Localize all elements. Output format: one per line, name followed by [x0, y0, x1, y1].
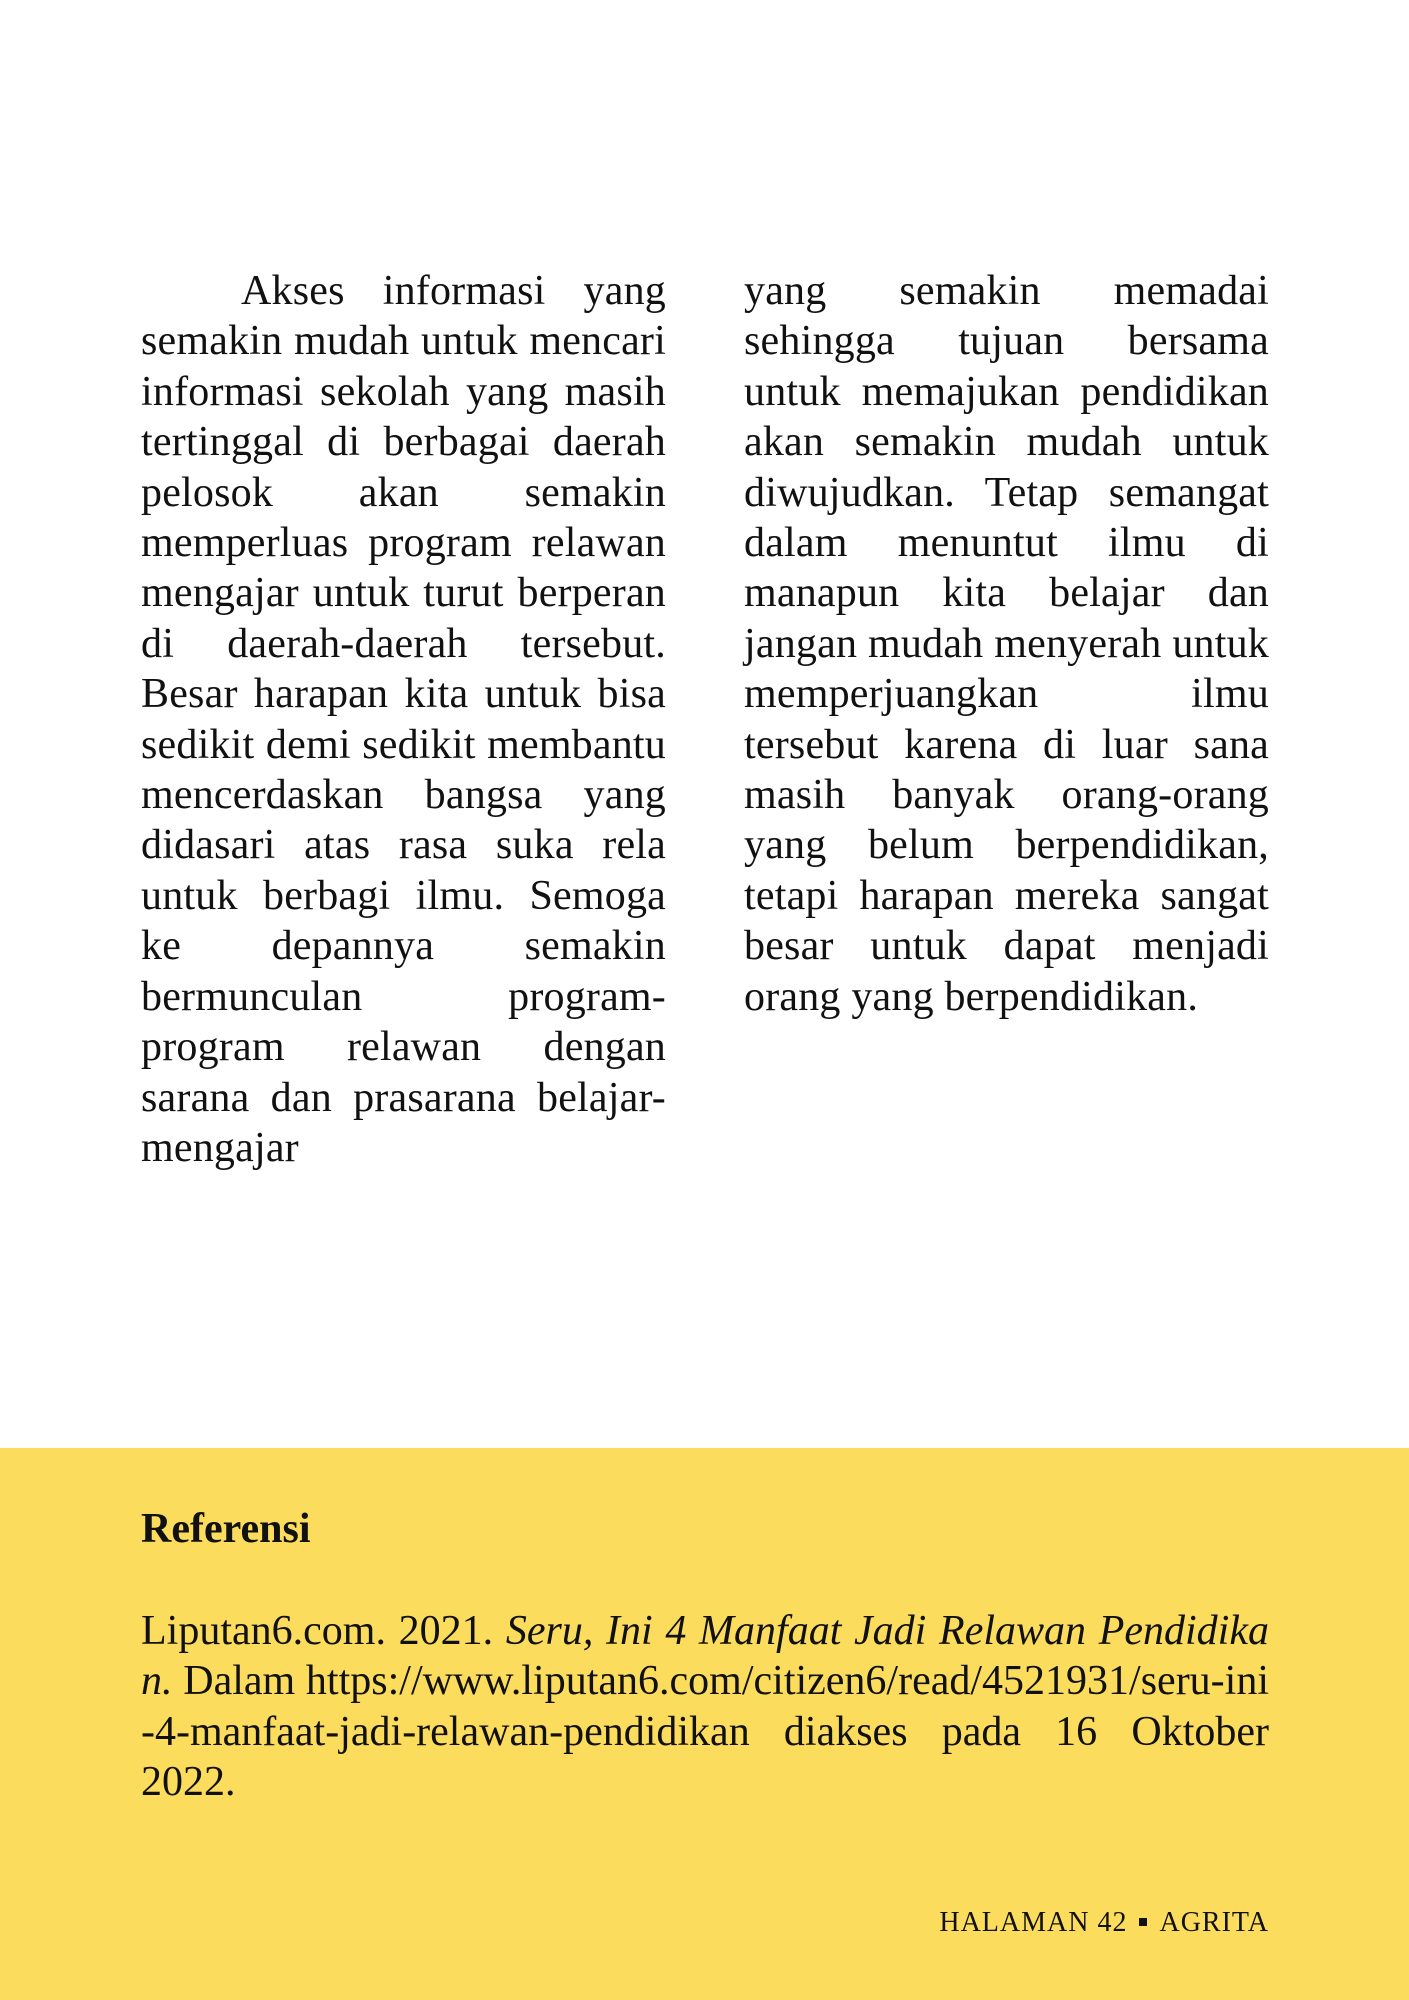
reference-panel: [0, 1448, 1409, 2000]
square-bullet-icon: [1139, 1918, 1147, 1926]
article-paragraph-right: yang semakin memadai sehingga tujuan bersama untuk memajukan pendidikan akan semakin mudah untuk diwujudkan. Tetap semangat dalam menuntut ilmu di manapun kita belajar dan jangan mudah menyerah untuk memperjuangkan ilmu tersebut karena di luar sana masih banyak orang-orang yang belum berpendidikan, tetapi harapan mereka sangat besar untuk dapat menjadi orang yang berpendidikan.: [744, 268, 1269, 1020]
reference-title: Seru, Ini 4 Manfaat Jadi Relawan Pendidikan.: [141, 1608, 1269, 1705]
article-columns: [141, 266, 1269, 1173]
reference-accessed: diakses pada 16 Oktober 2022.: [141, 1708, 1269, 1806]
article-column-right: [744, 266, 1269, 1173]
reference-url: https://www.liputan6.com/citizen6/read/4521931/seru-ini-4-manfaat-jadi-relawan-pendidikan: [141, 1658, 1270, 1755]
page-number-label: HALAMAN 42: [939, 1907, 1128, 1938]
page-footer: [939, 1906, 1269, 1940]
reference-prefix: Dalam: [183, 1658, 296, 1705]
reference-entry: [141, 1606, 1269, 1808]
publication-name: AGRITA: [1159, 1907, 1269, 1938]
reference-heading: Referensi: [141, 1506, 311, 1552]
article-column-left: [141, 266, 666, 1173]
reference-source: Liputan6.com. 2021.: [141, 1608, 494, 1654]
article-paragraph-left: Akses informasi yang semakin mudah untuk mencari informasi sekolah yang masih tertinggal di berbagai daerah pelosok akan semakin memperluas program relawan mengajar untuk turut berperan di daerah-daerah tersebut. Besar harapan kita untuk bisa sedikit demi sedikit membantu mencerdaskan bangsa yang didasari atas rasa suka rela untuk berbagi ilmu. Semoga ke depannya semakin bermunculan program-program relawan dengan sarana dan prasarana belajar-mengajar: [141, 268, 666, 1171]
